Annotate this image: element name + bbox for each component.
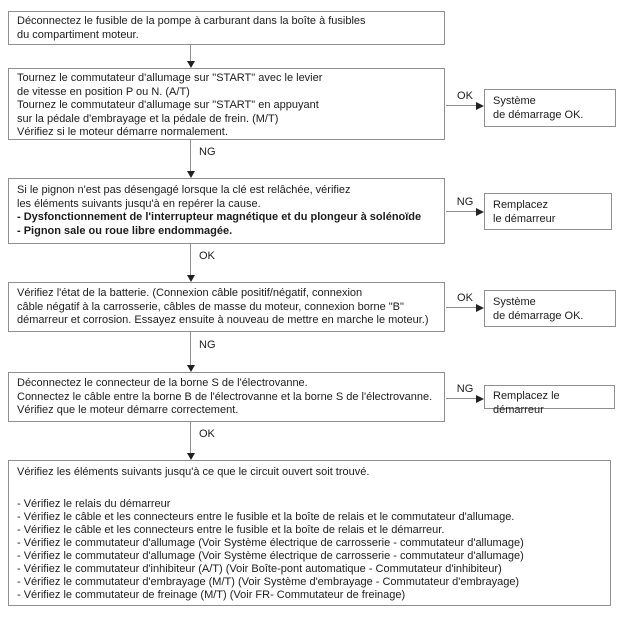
result-box-system-ok-2 [484, 290, 616, 327]
text-line: Système [493, 95, 536, 107]
ok-label: OK [199, 428, 215, 440]
step-box-pinion-not-disengaged [8, 178, 445, 244]
text-line: Déconnectez le fusible de la pompe à carburant dans la boîte à fusibles [17, 15, 366, 27]
text-line: de vitesse en position P ou N. (A/T) [17, 85, 190, 98]
arrow-head-down-icon [187, 61, 195, 68]
text-line: de démarrage OK. [493, 310, 584, 322]
checklist-intro: Vérifiez les éléments suivants jusqu'à ce que le circuit ouvert soit trouvé. [17, 466, 370, 478]
text-line: Si le pignon n'est pas désengagé lorsque la clé est relâchée, vérifiez [17, 184, 351, 196]
arrow-line [446, 307, 477, 308]
text-line: sur la pédale d'embrayage et la pédale de frein. (M/T) [17, 112, 279, 125]
text-line: - Pignon sale ou roue libre endommagée. [17, 224, 233, 237]
arrow-line [446, 105, 477, 106]
down-arrow-2 [187, 140, 247, 178]
text-line: Remplacez [493, 199, 549, 211]
text-line: de démarrage OK. [493, 109, 584, 121]
text-line: Vérifiez si le moteur démarre normalement. [17, 126, 228, 138]
ng-label: NG [456, 196, 474, 208]
arrow-head-down-icon [187, 171, 195, 178]
arrow-head-right-icon [476, 395, 484, 403]
text-line: Vérifiez l'état de la batterie. (Connexion câble positif/négatif, connexion [17, 287, 363, 299]
arrow-line [190, 422, 191, 453]
checklist-items [17, 498, 602, 602]
result-box-system-ok-1 [484, 89, 616, 127]
text-line: - Vérifiez le commutateur d'embrayage (M/T) (Voir Système d'embrayage - Commutateur d'embrayage) [17, 576, 520, 588]
arrow-line [190, 244, 191, 275]
arrow-line [446, 211, 477, 212]
arrow-head-right-icon [476, 208, 484, 216]
arrow-head-down-icon [187, 365, 195, 372]
text-line: Remplacez le démarreur [493, 390, 560, 416]
text-line: - Vérifiez le commutateur d'inhibiteur (A/T) (Voir Boîte-pont automatique - Commutateur d'inhibiteur) [17, 563, 502, 575]
text-line: Tournez le commutateur d'allumage sur "START" en appuyant [17, 99, 319, 111]
arrow-line [190, 140, 191, 171]
arrow-line [446, 398, 477, 399]
down-arrow-3 [187, 244, 247, 282]
ng-label: NG [199, 339, 216, 351]
step-box-solenoid-terminal-test [8, 372, 445, 422]
text-line: Système [493, 296, 536, 308]
ok-label: OK [199, 250, 215, 262]
step-box-turn-ignition-start [8, 68, 445, 140]
text-line: - Vérifiez le relais du démarreur [17, 498, 171, 510]
side-arrow-2 [446, 90, 484, 112]
ng-label: NG [456, 383, 474, 395]
text-line: Connectez le câble entre la borne B de l'électrovanne et la borne S de l'électrovanne. [17, 390, 433, 403]
text-line: - Vérifiez le commutateur d'allumage (Voir Système électrique de carrosserie - commutateur d'allumage) [17, 550, 524, 562]
text-line: - Vérifiez le commutateur d'allumage (Voir Système électrique de carrosserie - commutateur d'allumage) [17, 537, 524, 549]
side-arrow-3 [446, 196, 484, 218]
text-line: - Vérifiez le câble et les connecteurs entre le fusible et la boîte de relais et le démarreur. [17, 524, 445, 536]
text-line: Vérifiez que le moteur démarre correctement. [17, 404, 239, 416]
step-box-disconnect-fuel-pump-fuse [8, 11, 445, 45]
text-line: le démarreur [493, 213, 556, 225]
ng-label: NG [199, 146, 216, 158]
arrow-head-right-icon [476, 102, 484, 110]
arrow-head-right-icon [476, 304, 484, 312]
text-line: câble négatif à la carrosserie, câbles de masse du moteur, connexion borne "B" [17, 300, 404, 313]
down-arrow-4 [187, 332, 247, 372]
arrow-line [190, 332, 191, 365]
text-line: - Vérifiez le commutateur de freinage (M/T) (Voir FR- Commutateur de freinage) [17, 589, 406, 601]
side-arrow-5 [446, 383, 484, 405]
step-box-check-battery [8, 282, 445, 332]
text-line: Tournez le commutateur d'allumage sur "START" avec le levier [17, 72, 323, 84]
down-arrow-5 [187, 422, 247, 460]
step-box-open-circuit-checklist [8, 460, 611, 606]
side-arrow-4 [446, 292, 484, 314]
arrow-head-down-icon [187, 275, 195, 282]
result-box-replace-starter-2 [484, 385, 615, 416]
text-line: les éléments suivants jusqu'à en repérer la cause. [17, 197, 261, 210]
text-line: - Dysfonctionnement de l'interrupteur magnétique et du plongeur à solénoïde [17, 211, 422, 223]
text-line: Déconnectez le connecteur de la borne S de l'électrovanne. [17, 377, 308, 389]
text-line: démarreur et corrosion. Essayez ensuite à nouveau de mettre en marche le moteur.) [17, 314, 429, 326]
ok-label: OK [457, 292, 473, 304]
down-arrow-1 [187, 45, 247, 68]
ok-label: OK [457, 90, 473, 102]
arrow-head-down-icon [187, 453, 195, 460]
text-line: - Vérifiez le câble et les connecteurs entre le fusible et la boîte de relais et le commutateur d'allumage. [17, 511, 515, 523]
arrow-line [190, 45, 191, 61]
text-line: du compartiment moteur. [17, 28, 139, 41]
result-box-replace-starter-1 [484, 193, 612, 230]
